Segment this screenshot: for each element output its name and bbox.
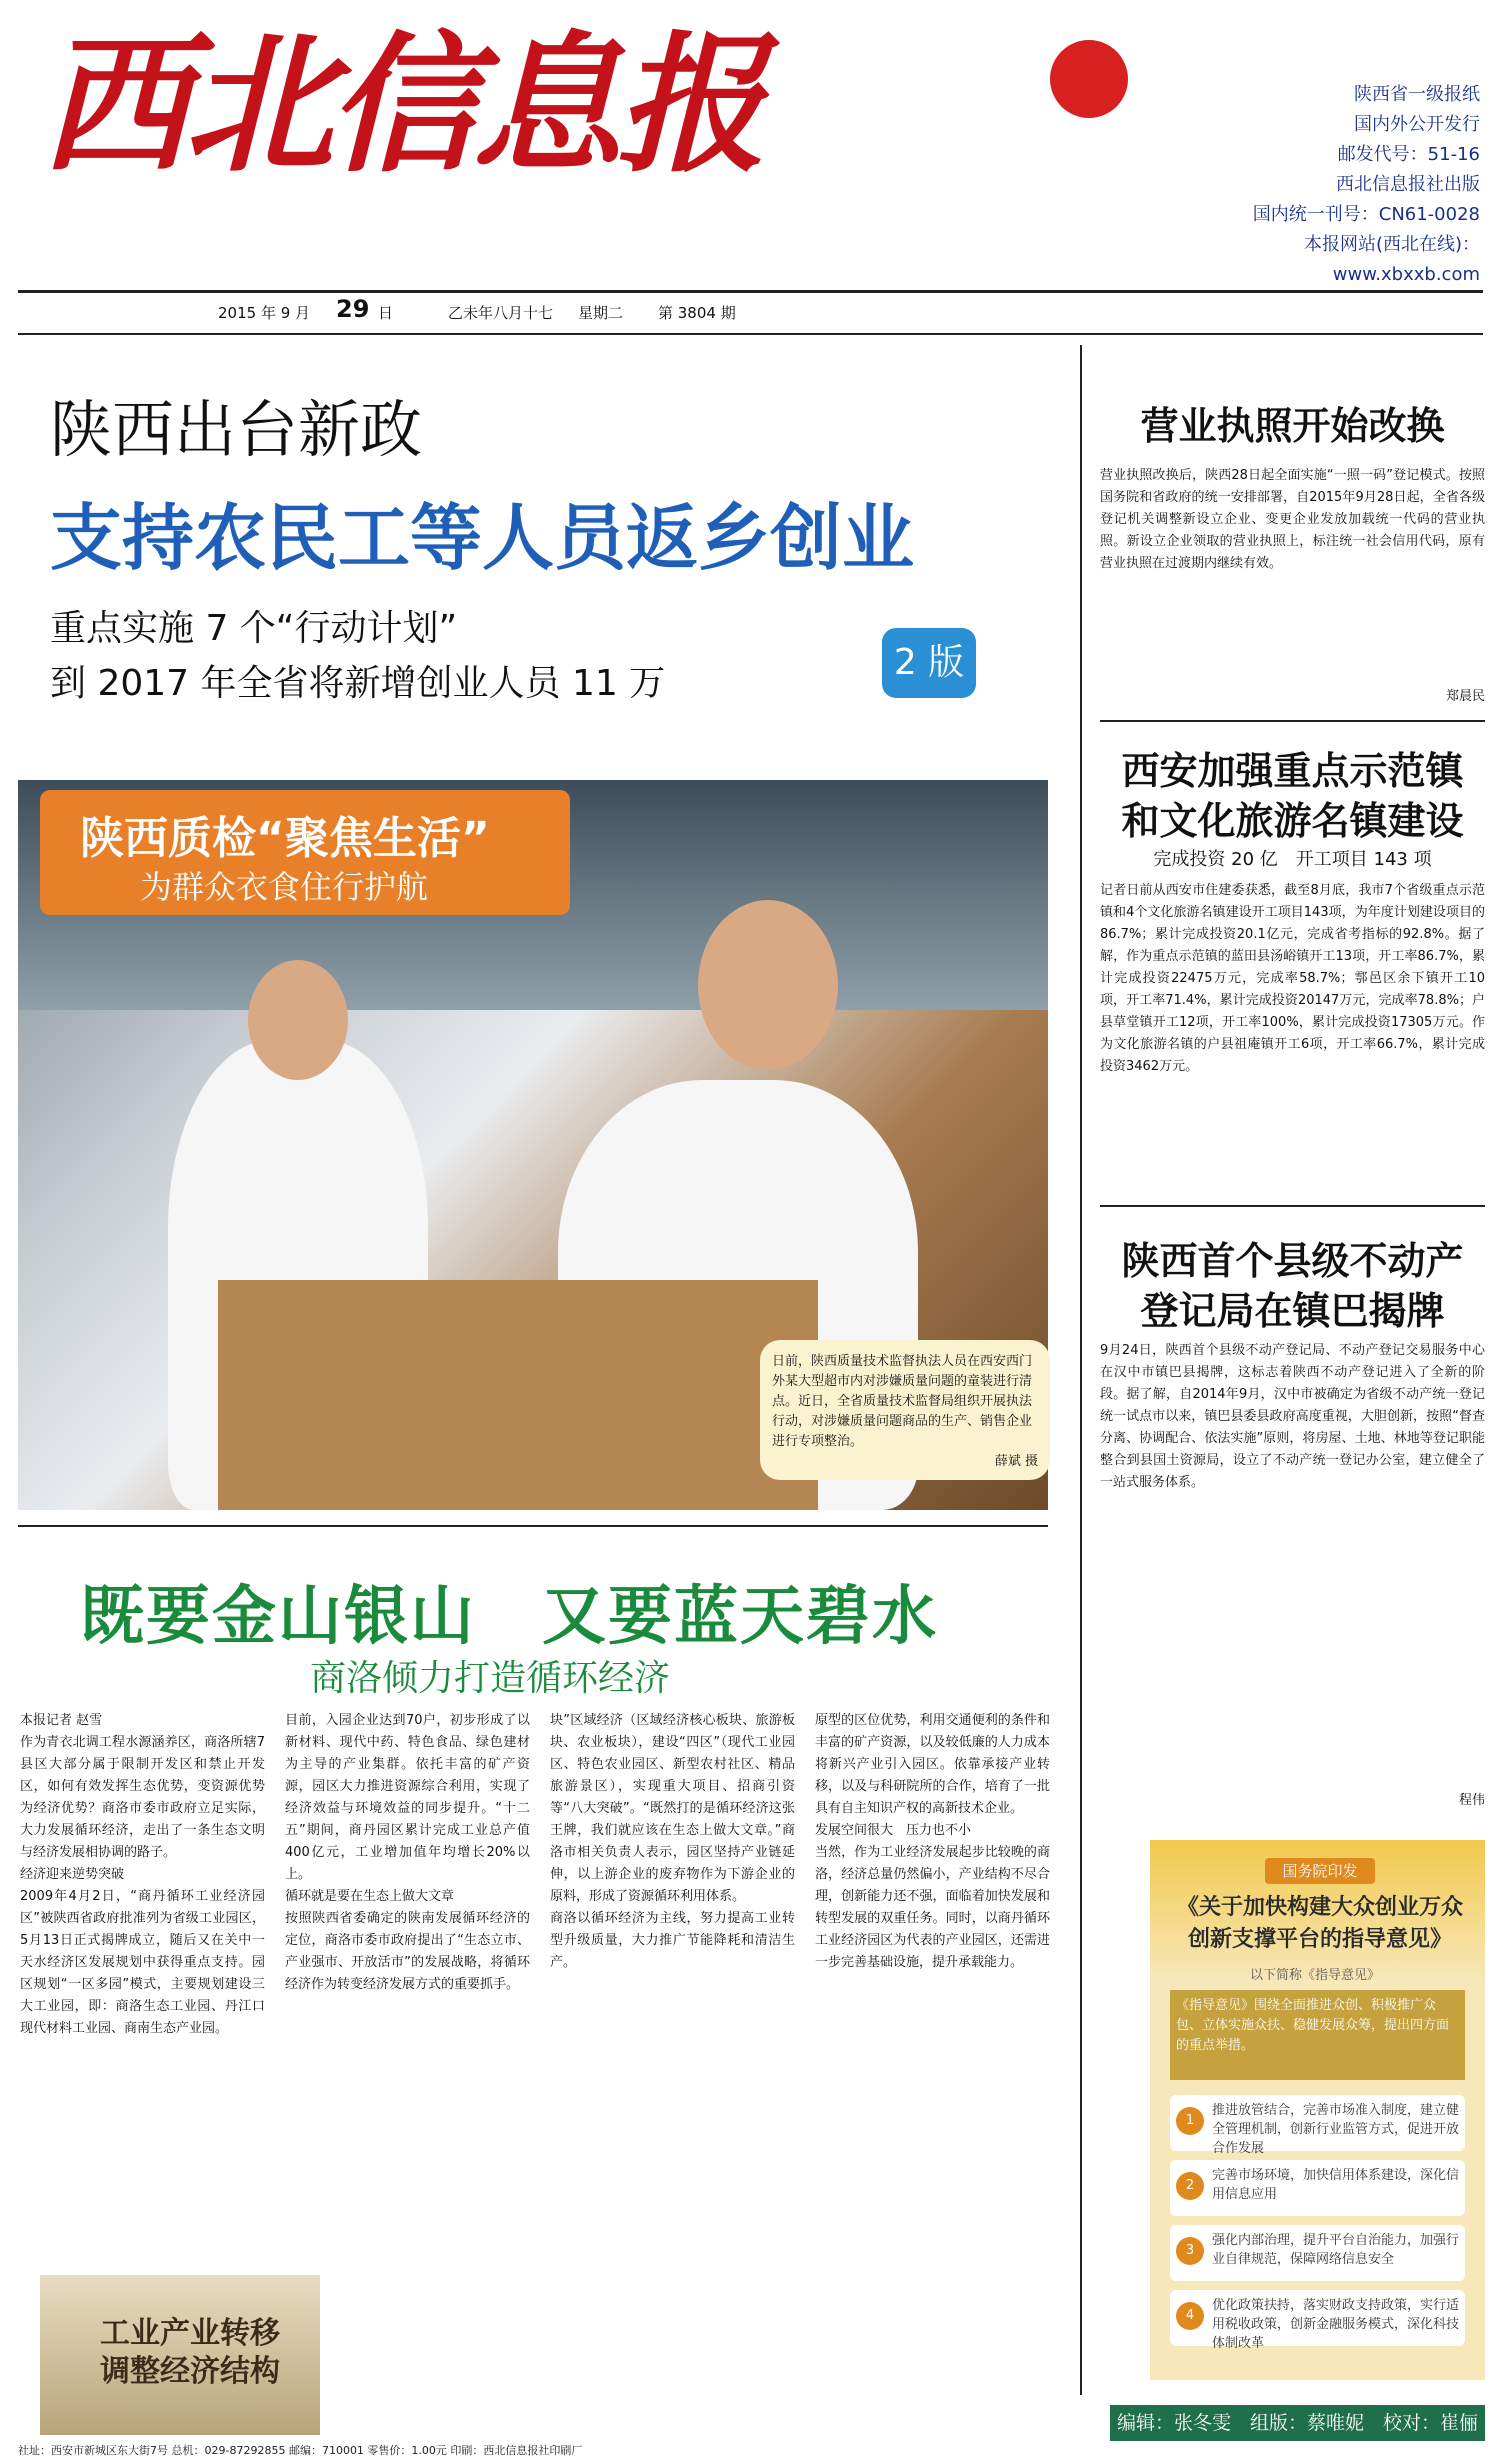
divider xyxy=(1100,720,1485,722)
divider xyxy=(18,1525,1048,1527)
lead-kicker: 陕西出台新政 xyxy=(50,393,423,466)
inset-line-1: 工业产业转移 xyxy=(100,2316,280,2351)
masthead-title: 西北信息报 xyxy=(40,17,761,193)
notice-item-text: 强化内部治理，提升平台自治能力，加强行业自律规范，保障网络信息安全 xyxy=(1212,2233,1460,2267)
photo-caption xyxy=(760,1340,1050,1480)
lunar-date: 乙未年八月十七 xyxy=(448,304,554,322)
date-day-unit: 日 xyxy=(378,304,394,322)
photo-banner xyxy=(40,790,570,915)
notice-item-number: 3 xyxy=(1176,2237,1204,2265)
info-line: 邮发代号：51-16 xyxy=(1337,144,1480,165)
info-line: 西北信息报社出版 xyxy=(1336,174,1480,195)
side2-deck: 完成投资 20 亿 开工项目 143 项 xyxy=(1153,849,1432,870)
info-line: 国内外公开发行 xyxy=(1354,114,1480,135)
inset-graphic xyxy=(40,2275,320,2435)
notice-tag: 国务院印发 xyxy=(1265,1858,1375,1884)
side1-body: 营业执照改换后，陕西28日起全面实施“一照一码”登记模式。按照国务院和省政府的统一安排部署，自2015年9月28日起，全省各级登记机关调整新设立企业、变更企业发放加载统一代码的营业执照。新设立企业领取的营业执照上，标注统一社会信用代码，原有营业执照在过渡期内继续有效。 xyxy=(1100,468,1485,571)
issue-number: 第 3804 期 xyxy=(658,304,736,322)
side3-headline-1[interactable]: 陕西首个县级不动产 xyxy=(1121,1238,1464,1283)
notice-item-number: 2 xyxy=(1176,2172,1204,2200)
side2-headline-1[interactable]: 西安加强重点示范镇 xyxy=(1121,748,1464,793)
notice-item xyxy=(1170,2290,1465,2351)
photo-head-right xyxy=(698,900,838,1070)
photo-cardboard-box xyxy=(218,1280,818,1510)
side3-headline-2[interactable]: 登记局在镇巴揭牌 xyxy=(1140,1288,1445,1333)
footer: 社址：西安市新城区东大街7号 总机：029-87292855 邮编：710001 零售价：1.00元 印刷：西北信息报社印刷厂 xyxy=(18,2444,583,2457)
photo-head-left xyxy=(248,960,348,1080)
feature-subhead: 商洛倾力打造循环经济 xyxy=(310,1658,671,1699)
notice-item xyxy=(1170,2095,1465,2156)
notice-source: 以下简称《指导意见》 xyxy=(1250,1968,1381,1983)
inset-line-2: 调整经济结构 xyxy=(100,2354,280,2389)
article-column-2: 目前，入园企业达到70户，初步形成了以新材料、现代中药、特色食品、绿色建材为主导的产业集群。依托丰富的矿产资源，园区大力推进资源综合利用，实现了经济效益与环境效益的同步提升。“十二五”期间，商丹园区累计完成工业总产值400亿元，工业增加值年均增长20%以上。 循环就是要在生态上做大文章 按照陕西省委确定的陕南发展循环经济的定位，商洛市委市政府提出了“生态立市、产业强市、开放活市”的发展战略，将循环经济作为转变经济发展方式的重要抓手。 xyxy=(285,1713,530,1992)
notice-item-text: 优化政策扶持，落实财政支持政策，实行适用税收政策，创新金融服务模式，深化科技体制改革 xyxy=(1212,2298,1460,2351)
side2-body: 记者日前从西安市住建委获悉，截至8月底，我市7个省级重点示范镇和4个文化旅游名镇建设开工项目143项，为年度计划建设项目的86.7%；累计完成投资20.1亿元，完成省考指标的92.8%。据了解，作为重点示范镇的蓝田县汤峪镇开工13项，开工率86.7%，累计完成投资22475万元，完成率58.7%；鄠邑区余下镇开工10项，开工率71.4%，累计完成投资20147万元，完成率78.8%；户县草堂镇开工12项，开工率100%，累计完成投资17305万元。作为文化旅游名镇的户县祖庵镇开工6项，开工率66.7%，累计完成投资3462万元。 xyxy=(1100,883,1485,1074)
notice-summary: 《指导意见》围绕全面推进众创、积极推广众包、立体实施众扶、稳健发展众筹，提出四方面的重点举措。 xyxy=(1170,1990,1465,2080)
article-column-1: 本报记者 赵雪 作为青衣北调工程水源涵养区，商洛所辖7县区大部分属于限制开发区和禁止开发区，如何有效发挥生态优势，变资源优势为经济优势？商洛市委市政府立足实际，大力发展循环经济，走出了一条生态文明与经济发展相协调的路子。 经济迎来逆势突破 2009年4月2日，“商丹循环工业经济园区”被陕西省政府批准列为省级工业园区，5月13日正式揭牌成立，随后又在关中一天水经济区发展规划中获得重点支持。园区规划“一区多园”模式，主要规划建设三大工业园，即：商洛生态工业园、丹江口现代材料工业园、商南生态产业园。 xyxy=(20,1713,265,2036)
divider xyxy=(1100,1205,1485,1207)
masthead xyxy=(40,17,1000,260)
lead-deck-2: 到 2017 年全省将新增创业人员 11 万 xyxy=(50,663,666,704)
banner-title: 陕西质检“聚焦生活” xyxy=(80,813,490,864)
info-line: 国内统一刊号：CN61-0028 xyxy=(1252,204,1480,225)
masthead-info xyxy=(1240,80,1480,290)
photo-credit: 薛斌 摄 xyxy=(994,1454,1038,1469)
side3-byline: 程伟 xyxy=(1458,1793,1485,1808)
notice-item-text: 推进放管结合，完善市场准入制度，建立健全管理机制，创新行业监管方式，促进开放合作发展 xyxy=(1212,2103,1460,2156)
date-day: 29 xyxy=(336,295,370,323)
column-divider xyxy=(1080,345,1082,2395)
notice-item xyxy=(1170,2225,1465,2281)
date-year-month: 2015 年 9 月 xyxy=(218,304,311,322)
side2-headline-2[interactable]: 和文化旅游名镇建设 xyxy=(1121,798,1464,843)
weekday: 星期二 xyxy=(578,304,624,322)
notice-item-text: 完善市场环境，加快信用体系建设，深化信用信息应用 xyxy=(1212,2168,1460,2202)
editor-credits: 编辑：张冬雯 组版：蔡唯妮 校对：崔俪 xyxy=(1110,2405,1485,2441)
notice-title[interactable]: 《关于加快构建大众创业万众创新支撑平台的指导意见》 xyxy=(1176,1895,1463,1952)
notice-item-number: 4 xyxy=(1176,2302,1204,2330)
notice-item xyxy=(1170,2160,1465,2216)
caption-text: 日前，陕西质量技术监督执法人员在西安西门外某大型超市内对涉嫌质量问题的童装进行清点。近日，全省质量技术监督局组织开展执法行动，对涉嫌质量问题商品的生产、销售企业进行专项整治。 xyxy=(772,1354,1033,1449)
side1-byline: 郑晨民 xyxy=(1445,689,1485,704)
info-line: 陕西省一级报纸 xyxy=(1354,84,1480,105)
banner-subtitle: 为群众衣食住行护航 xyxy=(140,868,429,906)
lead-deck-1: 重点实施 7 个“行动计划” xyxy=(50,608,458,649)
newspaper-logo-icon xyxy=(1050,40,1128,118)
website-link[interactable]: 本报网站(西北在线)：www.xbxxb.com xyxy=(1303,234,1480,285)
side3-body: 9月24日，陕西首个县级不动产登记局、不动产登记交易服务中心在汉中市镇巴县揭牌，这标志着陕西不动产登记进入了全新的阶段。据了解，自2014年9月，汉中市被确定为省级不动产统一登记统一试点市以来，镇巴县委县政府高度重视，大胆创新，按照“督查分离、协调配合、依法实施”原则，将房屋、土地、林地等登记职能整合到县国土资源局，设立了不动产统一登记办公室，建立健全了一站式服务体系。 xyxy=(1100,1343,1485,1490)
article-column-4: 原型的区位优势，利用交通便利的条件和丰富的矿产资源，以及较低廉的人力成本将新兴产业引入园区。依靠承接产业转移，以及与科研院所的合作，培育了一批具有自主知识产权的高新技术企业。 发展空间很大 压力也不小 当然，作为工业经济发展起步比较晚的商洛，经济总量仍然偏小，产业结构不尽合理，创新能力还不强，面临着加快发展和转型发展的双重任务。同时，以商丹循环工业经济园区为代表的产业园区，还需进一步完善基础设施，提升承载能力。 xyxy=(815,1713,1050,1970)
lead-headline[interactable]: 支持农民工等人员返乡创业 xyxy=(50,496,915,580)
policy-notice xyxy=(1150,1840,1485,2380)
dateline xyxy=(18,290,1483,335)
article-column-3: 块”区域经济（区域经济核心板块、旅游板块、农业板块），建设“四区”（现代工业园区、特色农业园区、新型农村社区、精品旅游景区），实现重大项目、招商引资等“八大突破”。“既然打的是循环经济这张王牌，我们就应该在生态上做大文章。”商洛市相关负责人表示，园区坚持产业链延伸，以上游企业的废弃物作为下游企业的原料，形成了资源循环利用体系。 商洛以循环经济为主线，努力提高工业转型升级质量，大力推广节能降耗和清洁生产。 xyxy=(550,1713,795,1970)
side1-headline[interactable]: 营业执照开始改换 xyxy=(1140,403,1445,448)
page-badge[interactable]: 2 版 xyxy=(882,628,976,698)
notice-item-number: 1 xyxy=(1176,2107,1204,2135)
inset-title xyxy=(100,2315,280,2391)
feature-headline[interactable]: 既要金山银山 又要蓝天碧水 xyxy=(80,1579,938,1654)
